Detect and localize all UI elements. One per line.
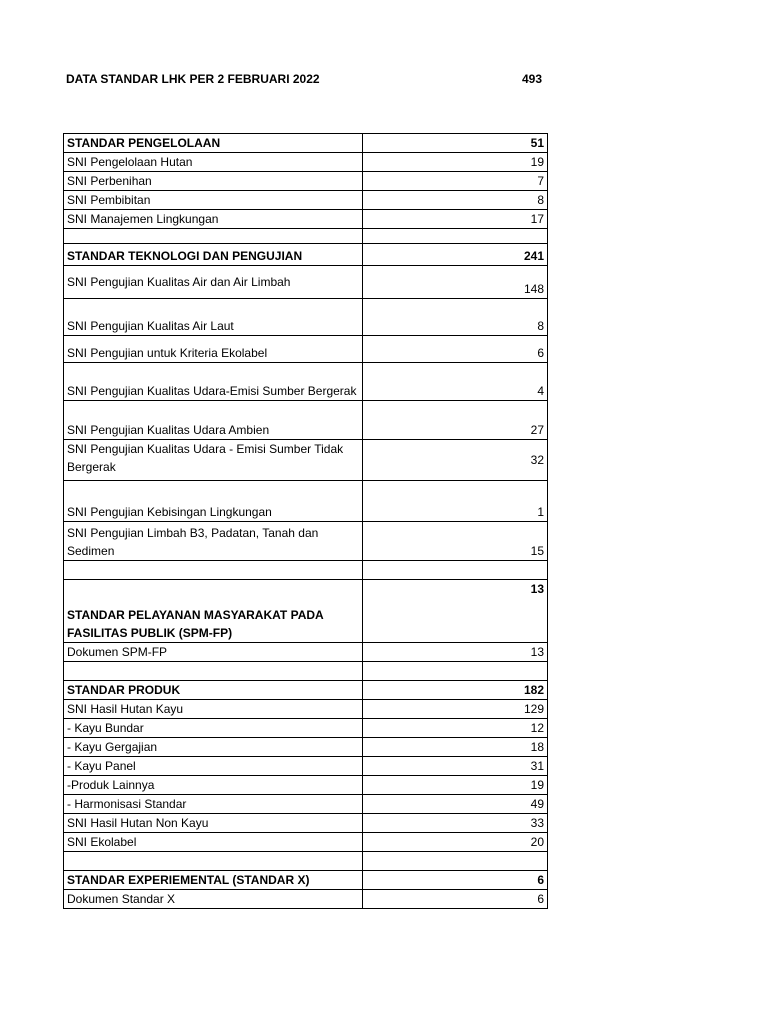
- row-label: SNI Pengujian Kualitas Udara-Emisi Sumber Bergerak: [64, 363, 363, 401]
- table-row: [64, 890, 548, 909]
- table-row: [64, 172, 548, 191]
- row-value: 13: [363, 580, 548, 643]
- table-row: [64, 336, 548, 363]
- standards-table: [63, 133, 548, 909]
- row-value: 6: [363, 336, 548, 363]
- row-label: -Produk Lainnya: [64, 776, 363, 795]
- table-row-empty: [64, 561, 548, 580]
- table-row: [64, 440, 548, 481]
- row-value: 49: [363, 795, 548, 814]
- table-row: [64, 757, 548, 776]
- row-value: 182: [363, 681, 548, 700]
- row-label: Dokumen SPM-FP: [64, 643, 363, 662]
- table-row: [64, 401, 548, 440]
- row-label: Dokumen Standar X: [64, 890, 363, 909]
- table-row: [64, 833, 548, 852]
- row-label: SNI Hasil Hutan Non Kayu: [64, 814, 363, 833]
- row-value: 12: [363, 719, 548, 738]
- table-row: [64, 719, 548, 738]
- row-label: SNI Ekolabel: [64, 833, 363, 852]
- row-value: 1: [363, 481, 548, 522]
- row-value: 13: [363, 643, 548, 662]
- table-row: [64, 738, 548, 757]
- table-row: [64, 481, 548, 522]
- row-value: 19: [363, 153, 548, 172]
- row-label: STANDAR TEKNOLOGI DAN PENGUJIAN: [64, 244, 363, 266]
- table-row: [64, 643, 548, 662]
- row-value: 17: [363, 210, 548, 229]
- table-row: [64, 776, 548, 795]
- row-label: STANDAR PRODUK: [64, 681, 363, 700]
- row-label: SNI Hasil Hutan Kayu: [64, 700, 363, 719]
- row-label: - Harmonisasi Standar: [64, 795, 363, 814]
- row-label: SNI Pembibitan: [64, 191, 363, 210]
- table-row-empty: [64, 852, 548, 871]
- table-row-empty: [64, 662, 548, 681]
- table-row: [64, 522, 548, 561]
- table-row-section: [64, 580, 548, 643]
- row-value: 7: [363, 172, 548, 191]
- row-label: SNI Pengujian Kualitas Air Laut: [64, 299, 363, 336]
- table-row: [64, 795, 548, 814]
- table-row: [64, 814, 548, 833]
- row-label: SNI Pengujian untuk Kriteria Ekolabel: [64, 336, 363, 363]
- row-label: SNI Pengujian Limbah B3, Padatan, Tanah dan Sedimen: [64, 522, 363, 561]
- row-value: 6: [363, 890, 548, 909]
- row-value: 31: [363, 757, 548, 776]
- row-value: 15: [363, 522, 548, 561]
- table-row-section: [64, 681, 548, 700]
- row-label: SNI Perbenihan: [64, 172, 363, 191]
- document-title: DATA STANDAR LHK PER 2 FEBRUARI 2022: [66, 72, 320, 86]
- table-row: [64, 266, 548, 299]
- row-label: STANDAR EXPERIEMENTAL (STANDAR X): [64, 871, 363, 890]
- row-label: SNI Pengujian Kualitas Udara - Emisi Sumber Tidak Bergerak: [64, 440, 363, 481]
- row-value: 8: [363, 191, 548, 210]
- row-label: - Kayu Bundar: [64, 719, 363, 738]
- row-value: 27: [363, 401, 548, 440]
- row-value: 19: [363, 776, 548, 795]
- table-row: [64, 299, 548, 336]
- table-row: [64, 363, 548, 401]
- row-label: SNI Pengujian Kebisingan Lingkungan: [64, 481, 363, 522]
- row-value: 33: [363, 814, 548, 833]
- row-label: SNI Pengujian Kualitas Air dan Air Limbah: [64, 266, 363, 299]
- table-row: [64, 191, 548, 210]
- table-row-section: [64, 134, 548, 153]
- grand-total: 493: [521, 72, 542, 86]
- row-value: 20: [363, 833, 548, 852]
- row-value: 241: [363, 244, 548, 266]
- table-row-empty: [64, 229, 548, 244]
- table-row-section: [64, 244, 548, 266]
- row-label: SNI Pengelolaan Hutan: [64, 153, 363, 172]
- row-label: SNI Manajemen Lingkungan: [64, 210, 363, 229]
- table-row: [64, 153, 548, 172]
- table-row: [64, 700, 548, 719]
- row-label: STANDAR PENGELOLAAN: [64, 134, 363, 153]
- row-value: 8: [363, 299, 548, 336]
- row-value: 32: [363, 440, 548, 481]
- table-row-section: [64, 871, 548, 890]
- row-value: 129: [363, 700, 548, 719]
- row-value: 51: [363, 134, 548, 153]
- row-label: - Kayu Panel: [64, 757, 363, 776]
- document-header: [66, 72, 546, 88]
- row-value: 148: [363, 266, 548, 299]
- row-label: SNI Pengujian Kualitas Udara Ambien: [64, 401, 363, 440]
- row-value: 18: [363, 738, 548, 757]
- row-label: - Kayu Gergajian: [64, 738, 363, 757]
- table-row: [64, 210, 548, 229]
- row-value: 4: [363, 363, 548, 401]
- row-label: STANDAR PELAYANAN MASYARAKAT PADA FASILITAS PUBLIK (SPM-FP): [64, 580, 363, 643]
- row-value: 6: [363, 871, 548, 890]
